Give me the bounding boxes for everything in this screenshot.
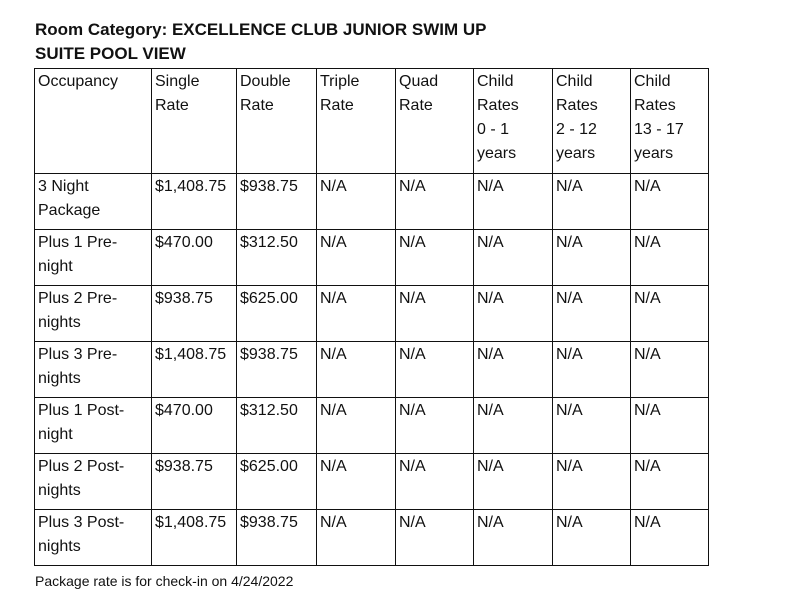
cell-occupancy: Plus 2 Pre- nights <box>35 286 152 342</box>
header-single-rate: Single Rate <box>152 69 237 174</box>
cell-child-rate-0-1: N/A <box>474 454 553 510</box>
cell-child-rate-2-12: N/A <box>553 510 631 566</box>
header-child-rate-13-17: Child Rates 13 - 17 years <box>631 69 709 174</box>
cell-child-rate-0-1: N/A <box>474 174 553 230</box>
cell-child-rate-2-12: N/A <box>553 286 631 342</box>
cell-single-rate: $1,408.75 <box>152 510 237 566</box>
cell-occupancy: Plus 3 Post- nights <box>35 510 152 566</box>
cell-child-rate-0-1: N/A <box>474 286 553 342</box>
cell-quad-rate: N/A <box>396 286 474 342</box>
header-occupancy: Occupancy <box>35 69 152 174</box>
cell-double-rate: $938.75 <box>237 342 317 398</box>
cell-double-rate: $625.00 <box>237 286 317 342</box>
cell-quad-rate: N/A <box>396 342 474 398</box>
cell-child-rate-13-17: N/A <box>631 398 709 454</box>
cell-quad-rate: N/A <box>396 174 474 230</box>
cell-single-rate: $1,408.75 <box>152 174 237 230</box>
table-row <box>35 342 709 398</box>
cell-child-rate-13-17: N/A <box>631 230 709 286</box>
cell-triple-rate: N/A <box>317 398 396 454</box>
cell-double-rate: $625.00 <box>237 454 317 510</box>
cell-single-rate: $470.00 <box>152 398 237 454</box>
cell-triple-rate: N/A <box>317 286 396 342</box>
footnote: Package rate is for check-in on 4/24/2022 <box>35 573 294 589</box>
cell-child-rate-13-17: N/A <box>631 286 709 342</box>
header-child-rate-2-12: Child Rates 2 - 12 years <box>553 69 631 174</box>
cell-child-rate-13-17: N/A <box>631 510 709 566</box>
header-quad-rate: Quad Rate <box>396 69 474 174</box>
table-row <box>35 286 709 342</box>
table-row <box>35 174 709 230</box>
table-row <box>35 454 709 510</box>
cell-occupancy: Plus 1 Pre- night <box>35 230 152 286</box>
cell-double-rate: $938.75 <box>237 510 317 566</box>
cell-child-rate-0-1: N/A <box>474 510 553 566</box>
cell-child-rate-13-17: N/A <box>631 342 709 398</box>
cell-child-rate-2-12: N/A <box>553 398 631 454</box>
cell-occupancy: 3 Night Package <box>35 174 152 230</box>
cell-child-rate-13-17: N/A <box>631 454 709 510</box>
cell-double-rate: $312.50 <box>237 230 317 286</box>
cell-quad-rate: N/A <box>396 454 474 510</box>
table-row <box>35 230 709 286</box>
cell-child-rate-13-17: N/A <box>631 174 709 230</box>
cell-quad-rate: N/A <box>396 510 474 566</box>
cell-triple-rate: N/A <box>317 454 396 510</box>
cell-quad-rate: N/A <box>396 398 474 454</box>
table-row <box>35 510 709 566</box>
cell-single-rate: $1,408.75 <box>152 342 237 398</box>
cell-occupancy: Plus 1 Post- night <box>35 398 152 454</box>
cell-triple-rate: N/A <box>317 230 396 286</box>
cell-triple-rate: N/A <box>317 342 396 398</box>
cell-child-rate-0-1: N/A <box>474 398 553 454</box>
rates-table <box>34 68 709 566</box>
title-line-1: Room Category: EXCELLENCE CLUB JUNIOR SWIM UP <box>35 20 487 39</box>
page-title <box>35 18 635 66</box>
cell-single-rate: $470.00 <box>152 230 237 286</box>
cell-child-rate-0-1: N/A <box>474 230 553 286</box>
header-row <box>35 69 709 174</box>
cell-single-rate: $938.75 <box>152 454 237 510</box>
cell-double-rate: $312.50 <box>237 398 317 454</box>
cell-quad-rate: N/A <box>396 230 474 286</box>
table-row <box>35 398 709 454</box>
header-double-rate: Double Rate <box>237 69 317 174</box>
cell-child-rate-2-12: N/A <box>553 454 631 510</box>
header-child-rate-0-1: Child Rates 0 - 1 years <box>474 69 553 174</box>
title-line-2: SUITE POOL VIEW <box>35 44 186 63</box>
cell-triple-rate: N/A <box>317 174 396 230</box>
header-triple-rate: Triple Rate <box>317 69 396 174</box>
cell-occupancy: Plus 3 Pre- nights <box>35 342 152 398</box>
cell-triple-rate: N/A <box>317 510 396 566</box>
cell-single-rate: $938.75 <box>152 286 237 342</box>
cell-occupancy: Plus 2 Post- nights <box>35 454 152 510</box>
cell-child-rate-0-1: N/A <box>474 342 553 398</box>
cell-child-rate-2-12: N/A <box>553 342 631 398</box>
cell-child-rate-2-12: N/A <box>553 230 631 286</box>
cell-double-rate: $938.75 <box>237 174 317 230</box>
cell-child-rate-2-12: N/A <box>553 174 631 230</box>
